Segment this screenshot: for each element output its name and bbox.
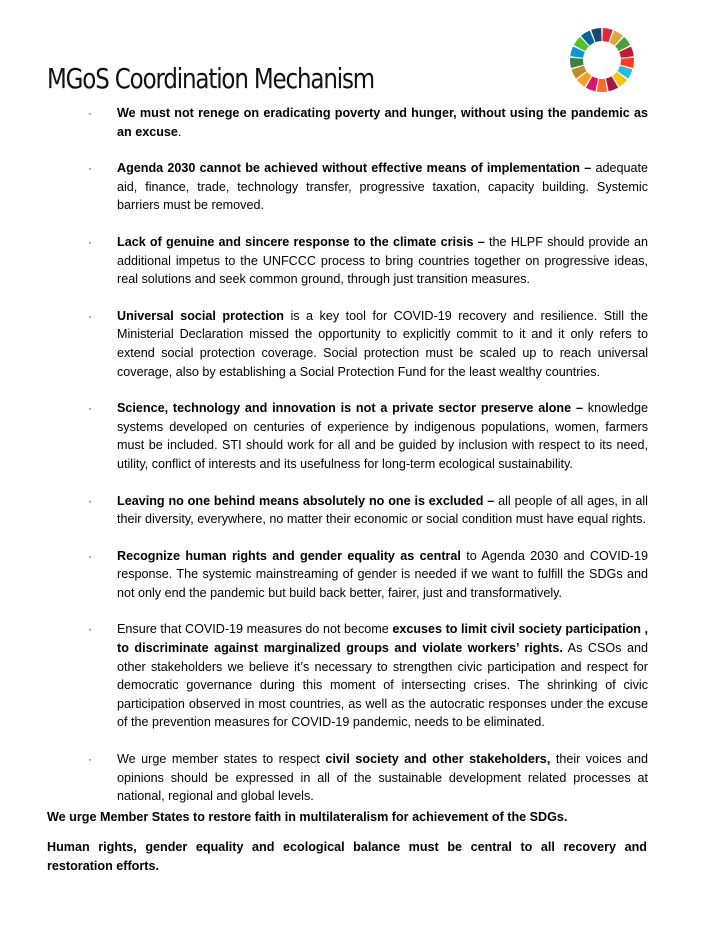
body-text: . [177, 124, 182, 139]
bullet-marker: · [88, 401, 92, 416]
bold-text: Leaving no one behind means absolutely no one is excluded – [117, 493, 495, 508]
body-text: We urge member states to respect [117, 752, 326, 767]
bullet-marker: · [88, 622, 92, 637]
body-text: is a key tool for COVID-19 recovery and resilience. Still the Ministerial Declaration missed the opportunity to explicitly commit to it and it only refers to extend social protection coverage. Social protection must be scaled up to reach universal coverage, also by establishing a Social Protection Fund for the least wealthy countries. [117, 308, 648, 379]
list-item-text [117, 620, 648, 732]
list-item [88, 620, 648, 732]
body-text: knowledge systems developed on centuries of experience by indigenous populations, women, farmers must be included. STI should work for all and be guided by inclusion with respect to its need, utility, conflict of interests and its usefulness for long-term ecological sustainability. [117, 401, 648, 471]
bullet-marker: · [88, 308, 92, 323]
body-text: all people of all ages, in all their diversity, everywhere, no matter their economic or social condition must have equal rights. [117, 493, 648, 527]
body-text: to Agenda 2030 and COVID-19 response. The systemic mainstreaming of gender is needed if we want to fulfill the SDGs and not only end the pandemic but build back better, fairer, just and transformatively. [117, 548, 648, 600]
list-item [88, 233, 648, 289]
bullet-list [88, 104, 648, 824]
body-text: adequate aid, finance, trade, technology transfer, progressive taxation, capacity building. Systemic barriers must be removed. [117, 161, 648, 213]
sdg-wheel-segment [597, 79, 607, 92]
closing-statement-multilateralism: We urge Member States to restore faith in multilateralism for achievement of the SDGs. [47, 810, 568, 824]
page-title: MGoS Coordination Mechanism [47, 62, 374, 95]
bold-text: civil society and other stakeholders, [325, 752, 551, 767]
bullet-marker: · [88, 234, 92, 249]
bullet-marker: · [88, 161, 92, 176]
bullet-marker: · [88, 548, 92, 563]
bold-text: Universal social protection [117, 308, 284, 323]
body-text: the HLPF should provide an additional impetus to the UNFCCC process to bring countries together on progressive ideas, real solutions and seek common ground, through just transition measures. [117, 234, 648, 287]
list-item [88, 492, 648, 529]
bold-text: Recognize human rights and gender equality as central [117, 548, 461, 563]
list-item [88, 750, 648, 806]
bold-text: Lack of genuine and sincere response to the climate crisis – [117, 234, 485, 249]
bold-text: Agenda 2030 cannot be achieved without effective means of implementation – [117, 161, 592, 176]
bold-text: Science, technology and innovation is not a private sector preserve alone – [117, 401, 583, 416]
list-item-text [117, 399, 648, 473]
body-text: Ensure that COVID-19 measures do not become [117, 622, 393, 637]
list-item [88, 547, 648, 603]
list-item-text [117, 233, 648, 289]
list-item-text [117, 750, 648, 806]
list-item [88, 399, 648, 473]
list-item [88, 159, 648, 215]
bullet-marker: · [88, 752, 92, 767]
closing-statement-human-rights: Human rights, gender equality and ecological balance must be central to all recovery and restoration efforts. [47, 840, 647, 873]
sdg-wheel-logo [569, 27, 635, 93]
list-item-text [117, 547, 648, 603]
body-text: their voices and opinions should be expressed in all of the sustainable development related processes at national, regional and global levels. [117, 752, 648, 804]
list-item-text [117, 492, 648, 529]
bullet-marker: · [88, 106, 92, 120]
list-item [88, 307, 648, 381]
bullet-marker: · [88, 493, 92, 508]
list-item-text [117, 159, 648, 215]
list-item [88, 104, 648, 141]
body-text: As CSOs and other stakeholders we believe it’s necessary to strengthen civic participation and respect for democratic governance during this moment of intersecting crises. The shrinking of civic participation observed in most countries, as well as the autocratic responses under the excuse of the prevention measures for COVID-19 pandemic, needs to be eliminated. [117, 641, 648, 730]
list-item-text [117, 307, 648, 381]
bold-text: We must not renege on eradicating poverty and hunger, without using the pandemic as an excuse [117, 106, 648, 139]
bold-text: excuses to limit civil society participation , to discriminate against marginalized groups and violate workers’ rights. [117, 622, 648, 656]
list-item-text [117, 104, 648, 141]
